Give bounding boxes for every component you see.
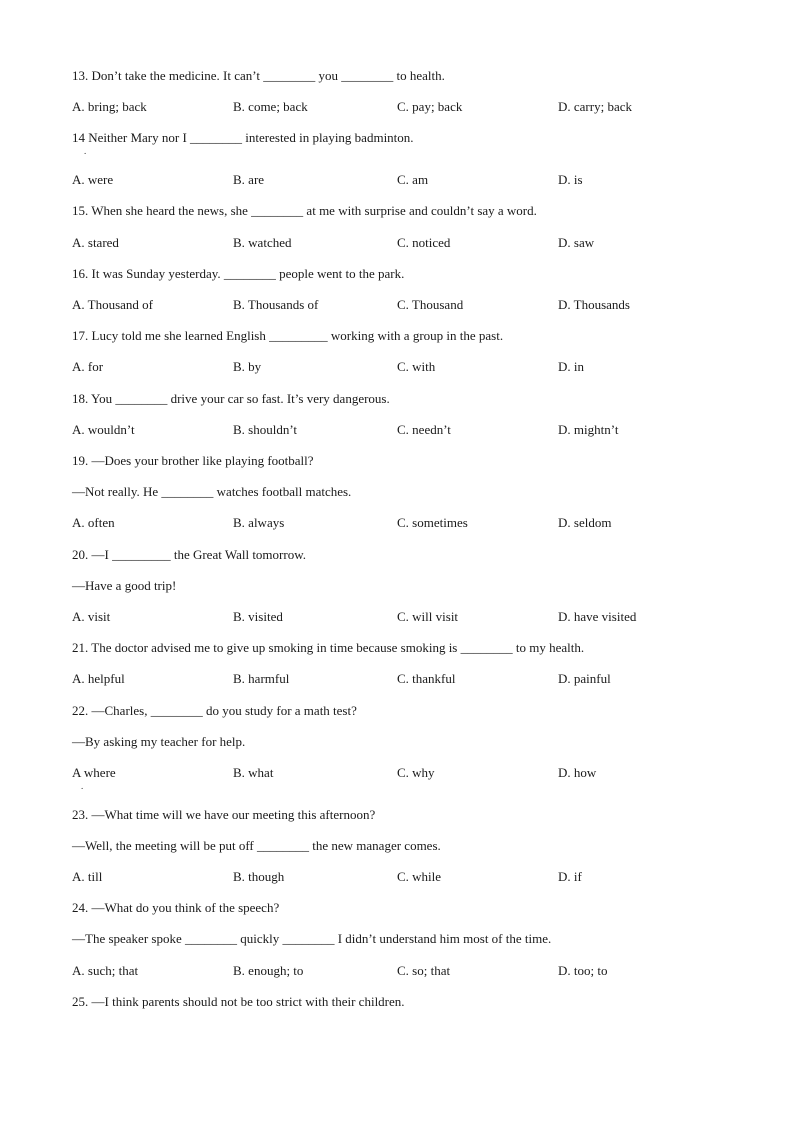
question-19-stem: 19. —Does your brother like playing football? xyxy=(72,453,314,468)
option-a[interactable]: A. such; that xyxy=(72,963,139,978)
question-21-stem: 21. The doctor advised me to give up smoking in time because smoking is ________ to my health. xyxy=(72,640,585,655)
option-b[interactable]: B. visited xyxy=(233,609,283,624)
option-b[interactable]: B. what xyxy=(233,765,274,780)
option-a[interactable]: A. were xyxy=(72,172,114,187)
question-20-stem: 20. —I _________ the Great Wall tomorrow. xyxy=(72,547,306,562)
option-d[interactable]: D. in xyxy=(558,359,584,374)
question-13-stem: 13. Don’t take the medicine. It can’t ________ you ________ to health. xyxy=(72,68,445,83)
question-22-stem: 22. —Charles, ________ do you study for a math test? xyxy=(72,703,357,718)
option-c[interactable]: C. will visit xyxy=(397,609,459,624)
option-c[interactable]: C. sometimes xyxy=(397,515,468,530)
option-d[interactable]: D. have visited xyxy=(558,609,637,624)
option-b[interactable]: B. though xyxy=(233,869,285,884)
question-23-reply: —Well, the meeting will be put off ________ the new manager comes. xyxy=(72,838,441,853)
stray-dot-mark: . xyxy=(84,146,87,156)
question-22-reply: —By asking my teacher for help. xyxy=(72,734,246,749)
option-a[interactable]: A where xyxy=(72,765,116,780)
question-24-stem: 24. —What do you think of the speech? xyxy=(72,900,280,915)
option-c[interactable]: C. am xyxy=(397,172,429,187)
option-a[interactable]: A. wouldn’t xyxy=(72,422,135,437)
question-15-stem: 15. When she heard the news, she ________ at me with surprise and couldn’t say a word. xyxy=(72,203,537,218)
option-c[interactable]: C. why xyxy=(397,765,435,780)
option-c[interactable]: C. Thousand xyxy=(397,297,464,312)
option-b[interactable]: B. come; back xyxy=(233,99,308,114)
question-20-reply: —Have a good trip! xyxy=(72,578,177,593)
option-d[interactable]: D. if xyxy=(558,869,582,884)
option-d[interactable]: D. how xyxy=(558,765,597,780)
option-d[interactable]: D. is xyxy=(558,172,583,187)
option-b[interactable]: B. harmful xyxy=(233,671,290,686)
question-19-reply: —Not really. He ________ watches football matches. xyxy=(72,484,352,499)
option-b[interactable]: B. by xyxy=(233,359,262,374)
option-a[interactable]: A. for xyxy=(72,359,104,374)
option-c[interactable]: C. needn’t xyxy=(397,422,451,437)
option-b[interactable]: B. shouldn’t xyxy=(233,422,298,437)
option-d[interactable]: D. mightn’t xyxy=(558,422,619,437)
option-c[interactable]: C. thankful xyxy=(397,671,456,686)
question-18-stem: 18. You ________ drive your car so fast. It’s very dangerous. xyxy=(72,391,390,406)
question-25-stem: 25. —I think parents should not be too strict with their children. xyxy=(72,994,405,1009)
question-16-stem: 16. It was Sunday yesterday. ________ people went to the park. xyxy=(72,266,405,281)
option-d[interactable]: D. Thousands xyxy=(558,297,630,312)
option-b[interactable]: B. Thousands of xyxy=(233,297,319,312)
stray-dot-mark: . xyxy=(81,781,84,791)
option-a[interactable]: A. stared xyxy=(72,235,119,250)
question-24-reply: —The speaker spoke ________ quickly ________ I didn’t understand him most of the time. xyxy=(72,931,552,946)
option-c[interactable]: C. with xyxy=(397,359,436,374)
option-d[interactable]: D. too; to xyxy=(558,963,608,978)
option-b[interactable]: B. always xyxy=(233,515,285,530)
question-17-stem: 17. Lucy told me she learned English _________ working with a group in the past. xyxy=(72,328,504,343)
option-a[interactable]: A. helpful xyxy=(72,671,125,686)
option-a[interactable]: A. Thousand of xyxy=(72,297,154,312)
option-a[interactable]: A. often xyxy=(72,515,115,530)
question-14-stem: 14 Neither Mary nor I ________ interested in playing badminton. xyxy=(72,130,414,145)
option-a[interactable]: A. visit xyxy=(72,609,111,624)
option-b[interactable]: B. watched xyxy=(233,235,292,250)
option-a[interactable]: A. till xyxy=(72,869,103,884)
option-d[interactable]: D. seldom xyxy=(558,515,612,530)
option-b[interactable]: B. enough; to xyxy=(233,963,304,978)
option-d[interactable]: D. carry; back xyxy=(558,99,632,114)
option-d[interactable]: D. saw xyxy=(558,235,595,250)
option-b[interactable]: B. are xyxy=(233,172,265,187)
option-a[interactable]: A. bring; back xyxy=(72,99,147,114)
option-d[interactable]: D. painful xyxy=(558,671,611,686)
option-c[interactable]: C. pay; back xyxy=(397,99,463,114)
option-c[interactable]: C. while xyxy=(397,869,442,884)
option-c[interactable]: C. noticed xyxy=(397,235,451,250)
question-23-stem: 23. —What time will we have our meeting this afternoon? xyxy=(72,807,376,822)
option-c[interactable]: C. so; that xyxy=(397,963,451,978)
